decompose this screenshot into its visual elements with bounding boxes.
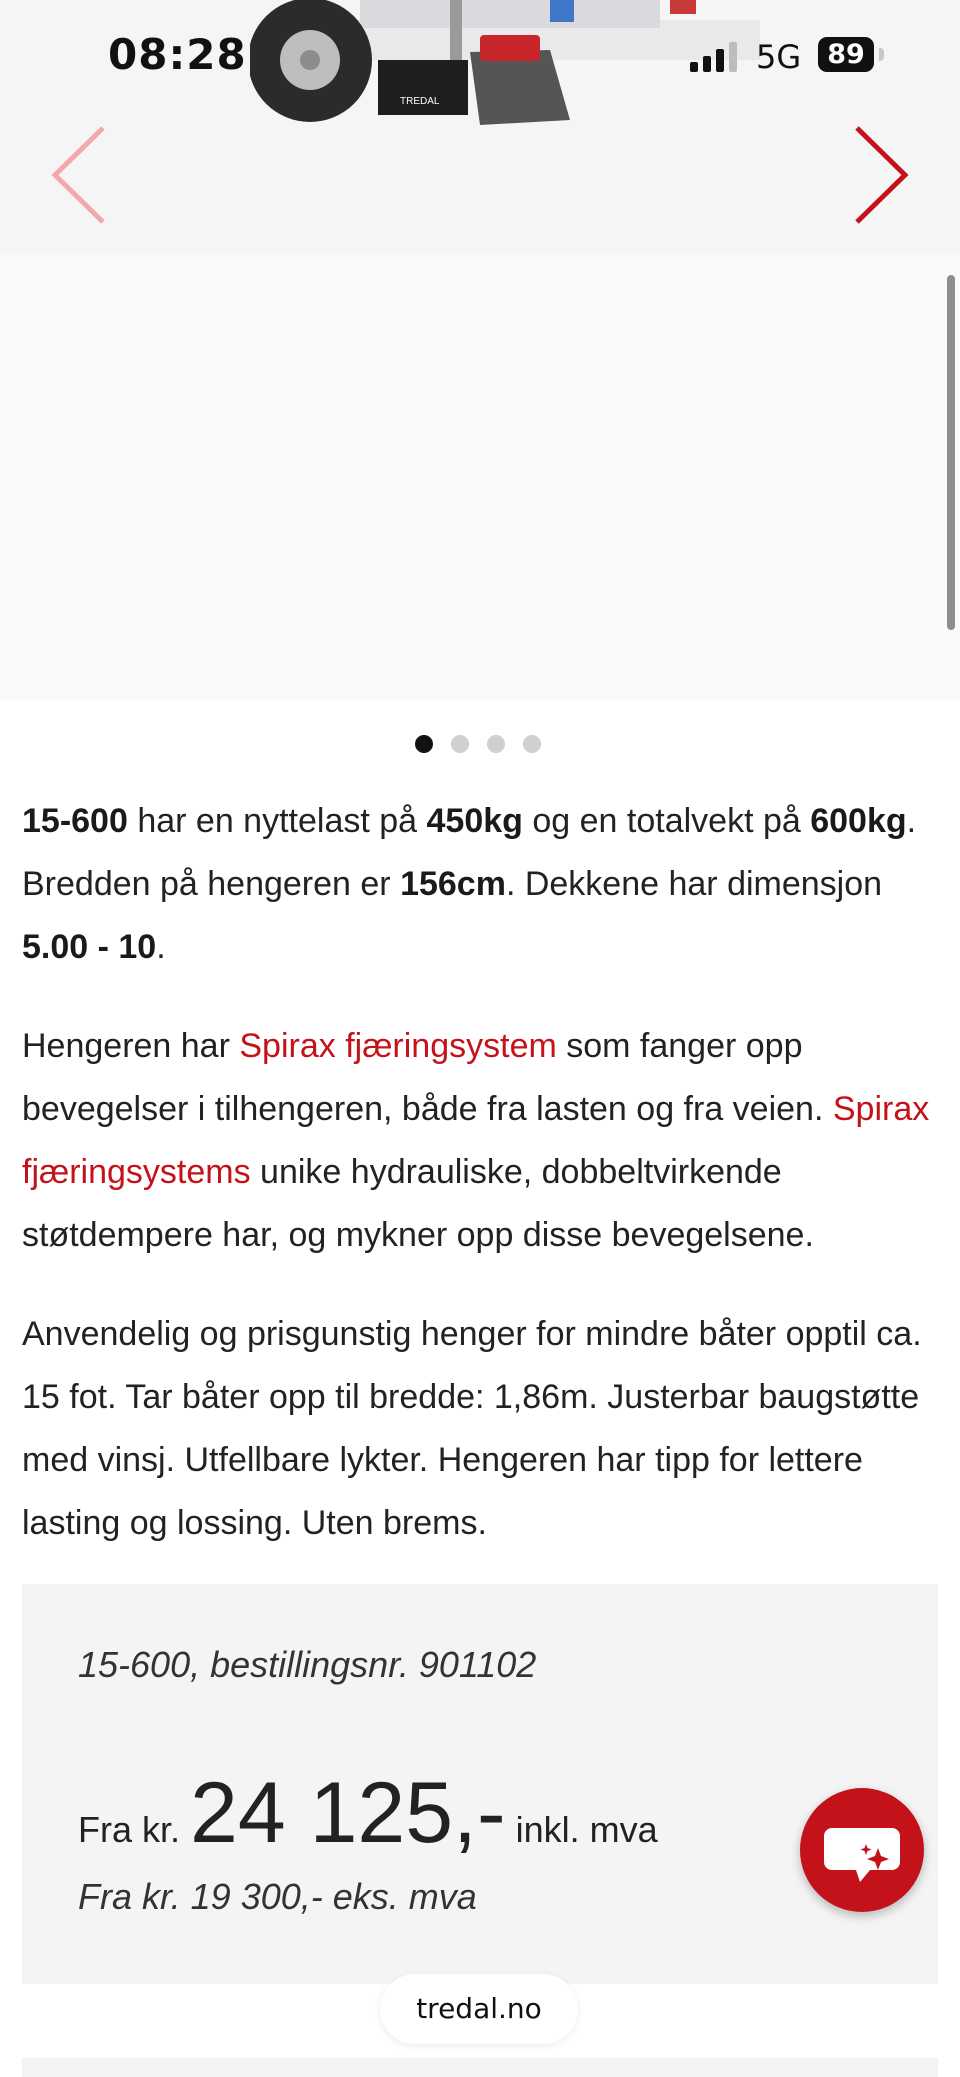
pagination-dot[interactable]	[451, 735, 469, 753]
pagination-dot[interactable]	[415, 735, 433, 753]
status-bar	[0, 0, 960, 110]
product-description	[22, 790, 942, 1591]
price-excl-vat: Fra kr. 19 300,- eks. mva	[78, 1876, 477, 1917]
next-section	[22, 2058, 938, 2077]
order-number: 15-600, bestillingsnr. 901102	[78, 1644, 537, 1685]
page-scrollbar[interactable]	[947, 275, 955, 630]
previous-image-button[interactable]	[45, 120, 115, 230]
chat-button[interactable]	[800, 1788, 924, 1912]
network-type: 5G	[756, 38, 802, 76]
description-paragraph-suspension	[22, 1015, 942, 1267]
cellular-signal-icon	[690, 42, 742, 72]
text-span: .	[156, 928, 166, 966]
pagination-dot[interactable]	[487, 735, 505, 753]
battery-icon: 89	[818, 37, 874, 72]
battery-tip	[879, 48, 884, 61]
brand-mark: TREDAL	[400, 96, 440, 107]
browser-url-bar[interactable]: tredal.no	[380, 1974, 578, 2044]
text-span: . Dekkene har dimensjon	[505, 865, 883, 903]
chevron-right-icon	[845, 120, 915, 230]
text-span: og en totalvekt på	[522, 802, 811, 840]
status-time: 08:28	[108, 30, 247, 79]
description-paragraph-specs	[22, 790, 942, 979]
spirax-link[interactable]: Spirax fjæringsystem	[239, 1027, 557, 1065]
tire-dimension-value: 5.00 - 10	[22, 928, 157, 966]
text-span: har en nyttelast på	[127, 802, 427, 840]
next-image-button[interactable]	[845, 120, 915, 230]
width-value: 156cm	[400, 865, 506, 903]
text-span: Hengeren har	[22, 1027, 240, 1065]
price-prefix: Fra kr.	[78, 1809, 191, 1850]
payload-value: 450kg	[426, 802, 523, 840]
price-incl-vat	[78, 1764, 658, 1863]
description-paragraph-usage: Anvendelig og prisgunstig henger for mindre båter opptil ca. 15 fot. Tar båter opp til bredde: 1,86m. Justerbar baugstøtte med vinsj. Utfellbare lykter. Hengeren har tipp for lettere lasting og lossing. Uten brems.	[22, 1315, 922, 1542]
spirax-link[interactable]: Spirax fjæringsystems	[22, 1090, 930, 1191]
total-weight-value: 600kg	[810, 802, 907, 840]
price-amount: 24 125,-	[190, 1765, 506, 1861]
model-name: 15-600	[22, 802, 128, 840]
chevron-left-icon	[45, 120, 115, 230]
price-box	[22, 1584, 938, 1984]
text-span: som fanger opp bevegelser i tilhengeren, både fra lasten og fra veien.	[22, 1027, 833, 1128]
pagination-dot[interactable]	[523, 735, 541, 753]
chat-icon	[800, 1788, 924, 1912]
text-span: unike hydrauliske, dobbeltvirkende støtdempere har, og mykner opp disse bevegelsene.	[22, 1153, 814, 1254]
text-span: . Bredden på hengeren er	[22, 802, 917, 903]
price-suffix: inkl. mva	[505, 1809, 658, 1850]
gallery-pagination	[415, 735, 541, 753]
